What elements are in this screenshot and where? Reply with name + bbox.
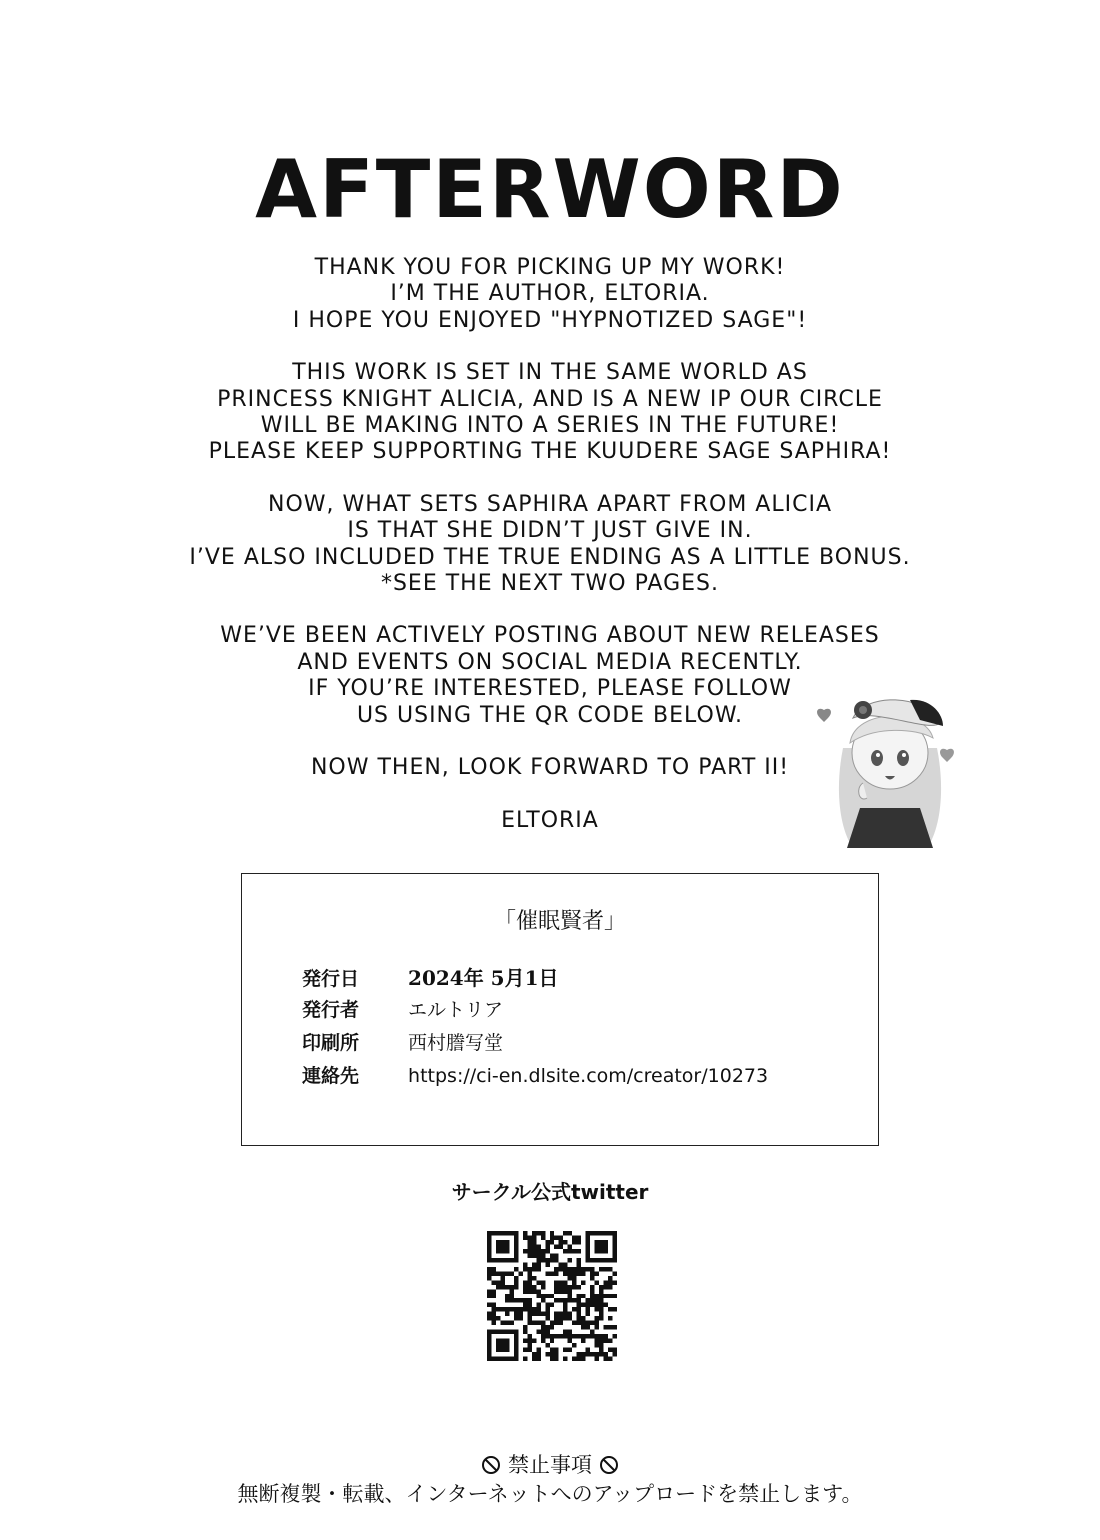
colophon-row-contact [302, 1061, 768, 1088]
text-line: IF YOU’RE INTERESTED, PLEASE FOLLOW [308, 676, 792, 702]
row-label: 連絡先 [302, 1065, 360, 1087]
mascot-illustration [815, 688, 965, 858]
text-line: I’VE ALSO INCLUDED THE TRUE ENDING AS A LITTLE BONUS. [189, 544, 911, 570]
text-line: NOW THEN, LOOK FORWARD TO PART II! [310, 755, 790, 781]
row-label: 発行日 [302, 968, 360, 990]
row-label: 印刷所 [302, 1032, 360, 1054]
paragraph-world [0, 360, 1100, 466]
row-label: 発行者 [302, 999, 360, 1021]
twitter-label: サークル公式twitter [451, 1180, 649, 1204]
text-line: IS THAT SHE DIDN’T JUST GIVE IN. [347, 518, 753, 544]
row-value: エルトリア [408, 999, 504, 1021]
colophon-row-date [302, 962, 559, 991]
prohibited-icon [481, 1455, 501, 1475]
afterword-title: AFTERWORD [255, 143, 845, 236]
prohibit-heading [0, 1449, 1100, 1479]
prohibited-icon [599, 1455, 619, 1475]
colophon-box [241, 873, 879, 1146]
qr-code[interactable] [487, 1231, 617, 1361]
contact-link[interactable]: https://ci-en.dlsite.com/creator/10273 [408, 1065, 769, 1087]
text-line: I HOPE YOU ENJOYED "HYPNOTIZED SAGE"! [292, 307, 808, 333]
colophon-row-publisher [302, 995, 503, 1022]
text-line: THIS WORK IS SET IN THE SAME WORLD AS [292, 360, 808, 386]
text-line: US USING THE QR CODE BELOW. [356, 702, 744, 728]
paragraph-thanks [0, 255, 1100, 334]
paragraph-ending [0, 492, 1100, 598]
prohibit-title: 禁止事項 [508, 1453, 592, 1477]
text-line: WILL BE MAKING INTO A SERIES IN THE FUTURE! [260, 413, 840, 439]
text-line: *SEE THE NEXT TWO PAGES. [380, 571, 720, 597]
text-line: AND EVENTS ON SOCIAL MEDIA RECENTLY. [297, 649, 803, 675]
text-line: PRINCESS KNIGHT ALICIA, AND IS A NEW IP OUR CIRCLE [217, 386, 883, 412]
prohibit-text: 無断複製・転載、インターネットへのアップロードを禁止します。 [237, 1482, 863, 1506]
text-line: I’M THE AUTHOR, ELTORIA. [390, 281, 710, 307]
row-value: 西村謄写堂 [408, 1032, 504, 1054]
text-line: THANK YOU FOR PICKING UP MY WORK! [314, 255, 786, 280]
colophon-title: 「催眠賢者」 [493, 909, 626, 934]
row-value: 2024年 5月1日 [408, 966, 559, 990]
text-line: WE’VE BEEN ACTIVELY POSTING ABOUT NEW RELEASES [220, 623, 880, 649]
text-line: NOW, WHAT SETS SAPHIRA APART FROM ALICIA [267, 491, 832, 517]
colophon-row-printer [302, 1028, 503, 1055]
signature: ELTORIA [501, 807, 599, 833]
text-line: PLEASE KEEP SUPPORTING THE KUUDERE SAGE SAPHIRA! [208, 439, 892, 465]
